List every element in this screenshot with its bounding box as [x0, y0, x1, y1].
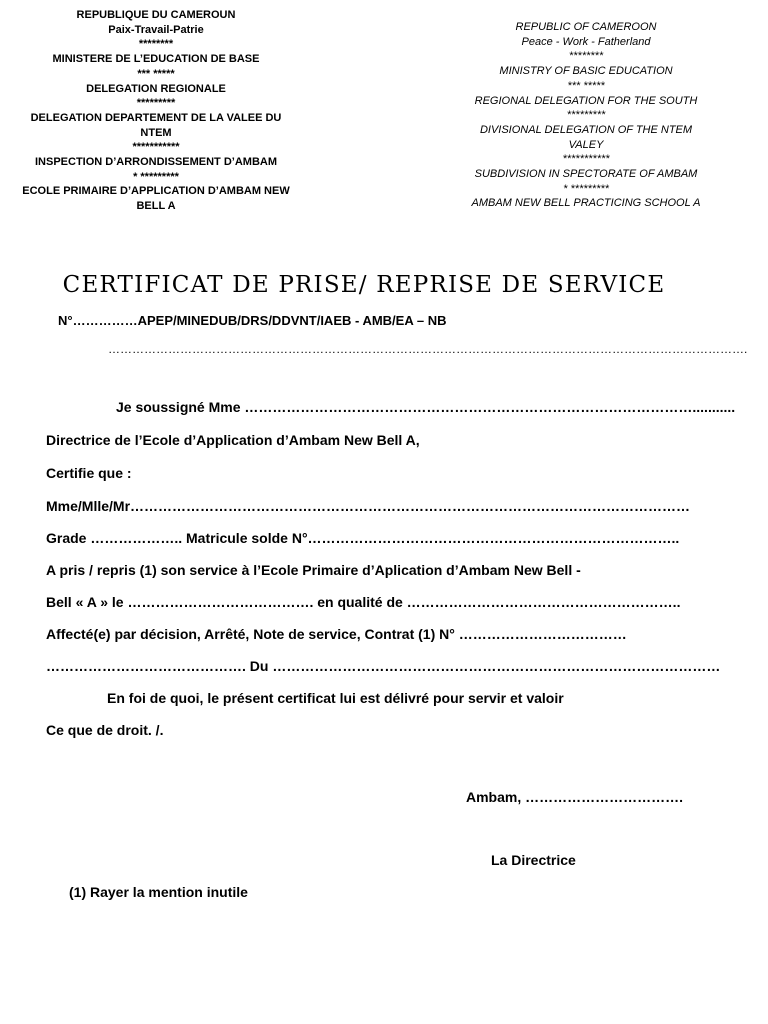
body-line-date-role: Bell « A » le …………………………………. en qualité de …………………………………………………..: [46, 594, 681, 610]
header-line: ***********: [562, 153, 610, 166]
reference-number: N°……………APEP/MINEDUB/DRS/DDVNT/IAEB - AMB/EA – NB: [58, 313, 447, 328]
header-line: SUBDIVISION IN SPECTORATE OF AMBAM: [474, 168, 698, 181]
header-line: * *********: [133, 170, 179, 183]
body-line-affectation: Affecté(e) par décision, Arrêté, Note de service, Contrat (1) N° ………………………………: [46, 626, 627, 642]
body-line-droit: Ce que de droit. /.: [46, 722, 164, 738]
body-line-name: Mme/Mlle/Mr…………………………………………………………………………………………………………: [46, 498, 691, 514]
header-line: ********: [568, 50, 604, 63]
body-line-certifie: Certifie que :: [46, 465, 132, 481]
document-title: CERTIFICAT DE PRISE/ REPRISE DE SERVICE: [62, 272, 666, 298]
header-line: *********: [566, 109, 606, 122]
header-line: ********: [138, 38, 174, 51]
body-line-signatory: Je soussigné Mme ……………………………………………………………………………………...........: [116, 399, 736, 415]
header-line: MINISTERE DE L’EDUCATION DE BASE: [52, 53, 260, 66]
header-french-block: [22, 8, 290, 214]
header-english-block: [462, 20, 710, 211]
signature-title: La Directrice: [491, 852, 576, 868]
header-line: DELEGATION DEPARTEMENT DE LA VALEE DU NTEM: [30, 111, 282, 139]
header-line: ***********: [132, 141, 180, 154]
body-line-en-foi: En foi de quoi, le présent certificat lui est délivré pour servir et valoir: [107, 690, 564, 706]
signature-place-date: Ambam, …………………………….: [466, 789, 684, 805]
header-line: REGIONAL DELEGATION FOR THE SOUTH: [474, 94, 698, 107]
header-line: *** *****: [137, 67, 175, 80]
header-line: DELEGATION REGIONALE: [86, 82, 226, 95]
body-line-grade: Grade ……………….. Matricule solde N°……………………………………………………………………..: [46, 530, 680, 546]
body-line-directrice: Directrice de l’Ecole d’Application d’Ambam New Bell A,: [46, 432, 420, 448]
body-line-du: ……………………………………. Du ……………………………………………………………………………………: [46, 658, 721, 674]
header-line: ECOLE PRIMAIRE D’APPLICATION D’AMBAM NEW BELL A: [22, 185, 290, 213]
header-line: Paix-Travail-Patrie: [108, 23, 204, 36]
header-line: INSPECTION D’ARRONDISSEMENT D’AMBAM: [34, 156, 277, 169]
header-line: REPUBLIQUE DU CAMEROUN: [76, 9, 236, 21]
header-line: DIVISIONAL DELEGATION OF THE NTEM VALEY: [479, 123, 693, 151]
body-line-service: A pris / repris (1) son service à l’Ecole Primaire d’Aplication d’Ambam New Bell -: [46, 562, 581, 578]
header-line: MINISTRY OF BASIC EDUCATION: [499, 65, 673, 78]
header-line: *** *****: [567, 79, 605, 92]
header-line: *********: [136, 97, 176, 110]
header-line: Peace - Work - Fatherland: [521, 35, 651, 48]
header-line: AMBAM NEW BELL PRACTICING SCHOOL A: [471, 197, 701, 210]
header-line: * *********: [563, 182, 609, 195]
footnote: (1) Rayer la mention inutile: [69, 884, 248, 900]
reference-dotted-line: …………………………………………………………………………………………………………………………………………….: [108, 342, 748, 356]
header-line: REPUBLIC OF CAMEROON: [515, 21, 657, 33]
